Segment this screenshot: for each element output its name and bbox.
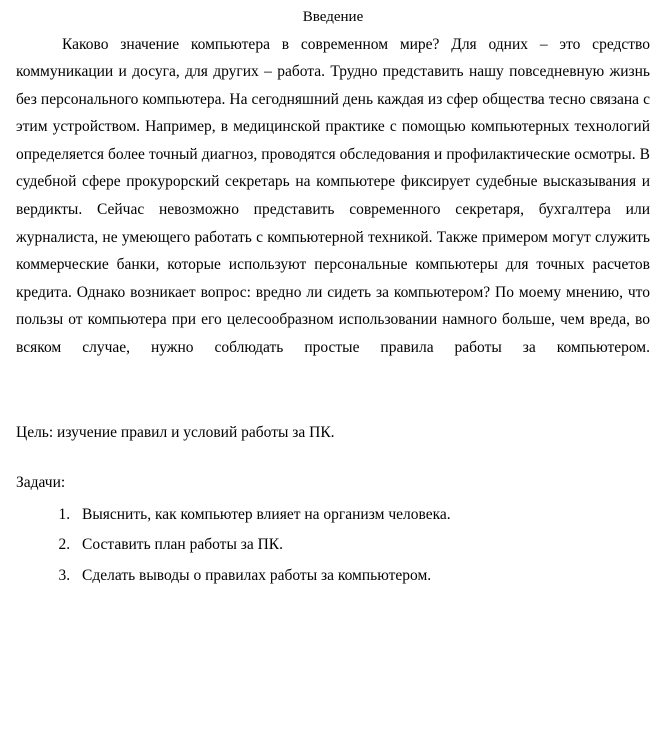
goal-line: Цель: изучение правил и условий работы за ПК. [16, 424, 335, 442]
tasks-label: Задачи: [16, 473, 66, 491]
spacer [16, 447, 650, 469]
list-item: 3. Сделать выводы о правилах работы за компьютером. [74, 561, 650, 591]
page-title: Введение [302, 9, 364, 25]
intro-paragraph: Каково значение компьютера в современном мире? Для одних – это средство коммуникации и досуга, для других – работа. Трудно представить нашу повседневную жизнь без персонального компьютера. На сегодняшний день каждая из сфер общества тесно связана с этим устройством. Например, в медицинской практике с помощью компьютерных технологий определяется более точный диагноз, проводятся обследования и профилактические осмотры. В судебной сфере прокурорский секретарь на компьютере фиксирует судебные высказывания и вердикты. Сейчас невозможно представить современного секретаря, бухгалтера или журналиста, не умеющего работать с компьютерной техникой. Также примером могут служить коммерческие банки, которые используют персональные компьютеры для точных расчетов кредита. Однако возникает вопрос: вредно ли сидеть за компьютером? По моему мнению, что пользы от компьютера при его целесообразном использовании намного больше, чем вреда, во всяком случае, нужно соблюдать простые правила работы за компьютером. [16, 35, 650, 356]
spacer [16, 389, 650, 419]
list-item: 2. Составить план работы за ПК. [74, 530, 650, 560]
list-item: 1. Выяснить, как компьютер влияет на организм человека. [74, 500, 650, 530]
tasks-list [16, 500, 650, 591]
